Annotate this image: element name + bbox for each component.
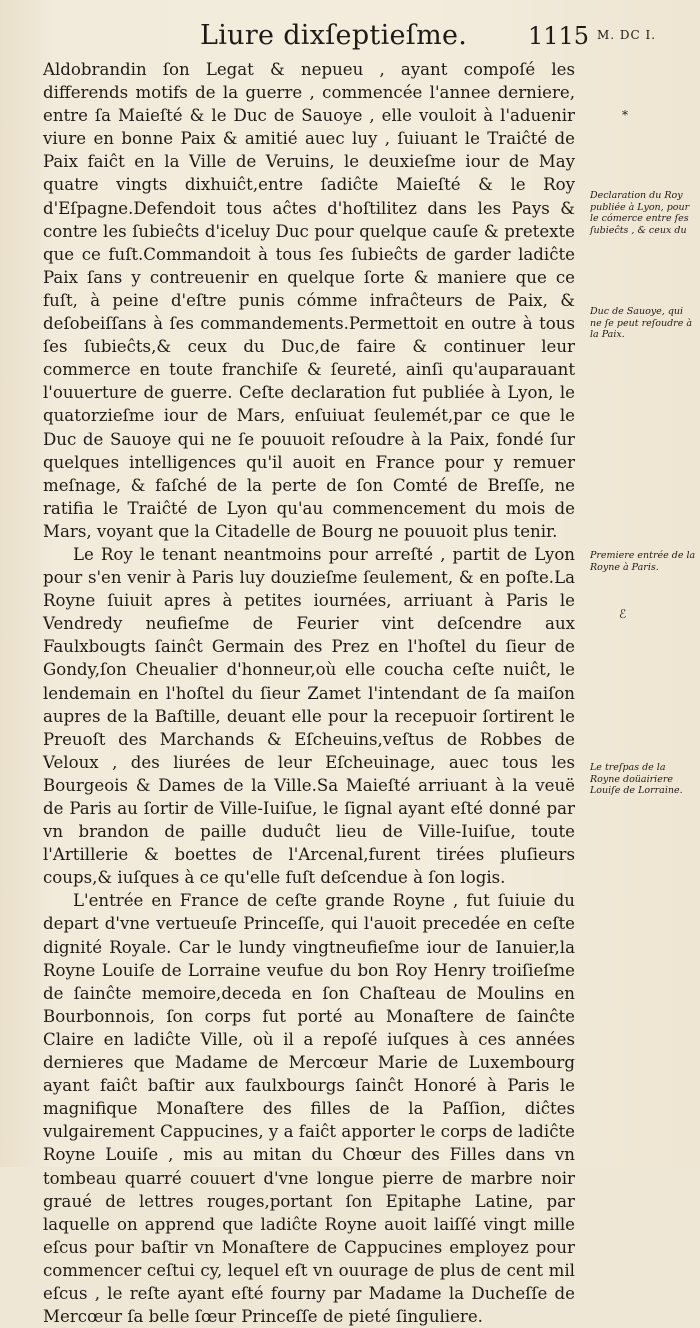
margin-note-queen-death: Le treſpas de la Royne doüairiere Louiſe de Lorraine. [590, 762, 683, 796]
main-text [43, 58, 575, 1328]
paragraph-queen-louise: L'entrée en France de ceſte grande Royne , fut ſuiuie du depart d'vne vertueuſe Princeſſe, qui l'auoit precedée en ceſte dignité Royale. Car le lundy vingtneufieſme iour de Ianuier,la Royne Louiſe de Lorraine veufue du bon Roy Henry troiſieſme de ſainĉte memoire,deceda en ſon Chaſteau de Moulins en Bourbonnois, ſon corps fut porté au Monaſtere de ſainĉte Claire en ladiĉte Ville, où il a repoſé iuſques à ces années dernieres que Madame de Mercœur Marie de Luxembourg ayant faiĉt baſtir aux faulxbourgs ſainĉt Honoré à Paris le magnifique Monaſtere des filles de la Paſſion, diĉtes vulgairement Cappucines, y a faiĉt apporter le corps de ladiĉte Royne Louiſe , mis au mitan du Chœur des Filles dans vn tombeau quarré couuert d'vne longue pierre de marbre noir graué de lettres rouges,portant ſon Epitaphe Latine, par laquelle on apprend que ladiĉte Royne auoit laiſſé vingt mille eſcus pour baſtir vn Monaſtere de Cappucines employez pour commencer ceſtui cy, lequel eſt vn ouurage de plus de cent mil eſcus , le reſte ayant eſté fourny par Madame la Ducheſſe de Mercœur ſa belle ſœur Princeſſe de pieté ſinguliere. [43, 891, 575, 1327]
margin-note-declaration: Declaration du Roy publiée à Lyon, pour le cómerce entre ſes ſubieĉts , & ceux du [590, 190, 690, 236]
margin-section-mark: ℰ [619, 607, 627, 621]
margin-note-queen-entry: Premiere entrée de la Royne à Paris. [590, 550, 696, 573]
running-title: Liure dixſeptieſme. [200, 20, 468, 51]
paragraph-declaration: Aldobrandin ſon Legat & nepueu , ayant compoſé les differends motifs de la guerre , commencée l'annee derniere, entre ſa Maieſté & le Duc de Sauoye , elle vouloit à l'aduenir viure en bonne Paix & amitié auec luy , ſuiuant le Traiĉté de Paix faiĉt en la Ville de Veruins, le deuxieſme iour de May quatre vingts dixhuiĉt,entre ſadiĉte Maieſté & le Roy d'Eſpagne.Defendoit tous aĉtes d'hoſtilitez dans les Pays & contre les ſubieĉts d'iceluy Duc pour quelque cauſe & pretexte que ce fuſt.Commandoit à tous ſes ſubieĉts de garder ladiĉte Paix ſans y contreuenir en quelque ſorte & maniere que ce fuſt, à peine d'eſtre punis cómme infraĉteurs de Paix, & deſobeiſſans à ſes commandements.Permettoit en outre à tous ſes ſubieĉts,& ceux du Duc,de faire & continuer leur commerce en toute franchiſe & ſeureté, ainſi qu'auparauant l'ouuerture de guerre. Ceſte declaration fut publiée à Lyon, le quatorzieſme iour de Mars, enſuiuat ſeulemét,par ce que le Duc de Sauoye qui ne ſe pouuoit reſoudre à la Paix, fondé ſur quelques intelligences qu'il auoit en France pour y remuer meſnage, & faſché de la perte de ſon Comté de Breſſe, ne ratifia le Traiĉté de Lyon qu'au commencement du mois de Mars, voyant que la Citadelle de Bourg ne pouuoit plus tenir. [43, 60, 575, 541]
year-heading: M. DC I. [597, 28, 657, 42]
margin-note-duke-savoy: Duc de Sauoye, qui ne ſe peut reſoudre à la Paix. [590, 306, 693, 340]
running-head [0, 20, 700, 56]
margin-asterisk-mark: * [622, 108, 628, 122]
paragraph-royal-entry: Le Roy le tenant neantmoins pour arreſté , partit de Lyon pour s'en venir à Paris luy douzieſme ſeulement, & en poſte.La Royne ſuiuit apres à petites iournées, arriuant à Paris le Vendredy neufieſme de Feurier vint deſcendre aux Faulxbougts ſainĉt Germain des Prez en l'hoſtel du ſieur de Gondy,ſon Cheualier d'honneur,où elle coucha ceſte nuiĉt, le lendemain en l'hoſtel du ſieur Zamet l'intendant de ſa maiſon aupres de la Baſtille, deuant elle pour la recepuoir ſortirent le Preuoſt des Marchands & Eſcheuins,veſtus de Robbes de Veloux , des liurées de leur Eſcheuinage, auec tous les Bourgeois & Dames de la Ville.Sa Maieſté arriuant à la veuë de Paris au ſortir de Ville-Iuiſue, le ſignal ayant eſté donné par vn brandon de paille duduĉt lieu de Ville-Iuiſue, toute l'Artillerie & boettes de l'Arcenal,furent tirées pluſieurs coups,& iuſques à ce qu'elle fuſt deſcendue à ſon logis. [43, 544, 575, 888]
folio-number: 1115 [528, 22, 590, 50]
